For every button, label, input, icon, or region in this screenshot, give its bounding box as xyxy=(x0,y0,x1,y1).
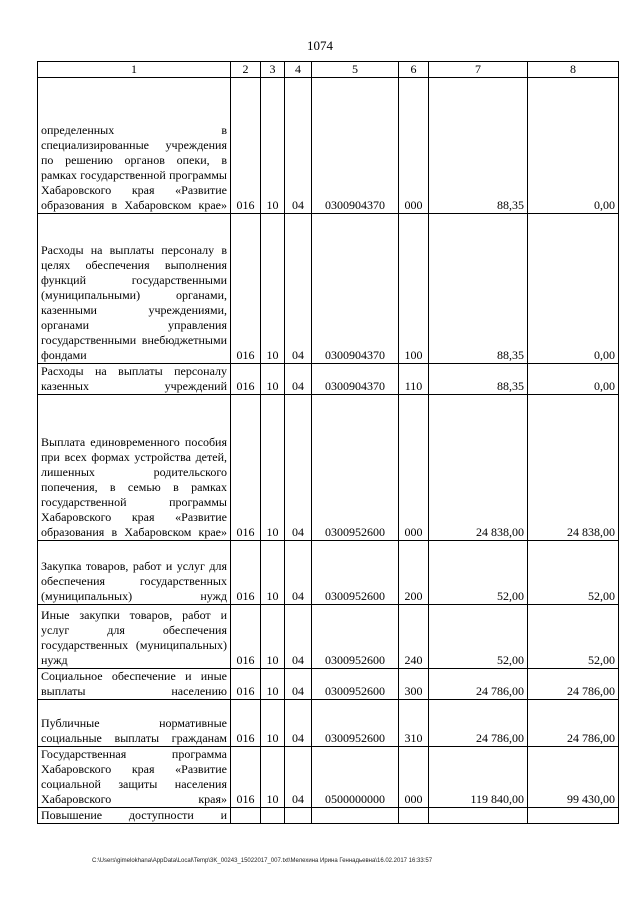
table-row xyxy=(38,541,619,605)
header-cell: 1 xyxy=(38,62,231,78)
cell-col-8: 0,00 xyxy=(528,214,619,364)
cell-col-5: 0300904370 xyxy=(312,364,399,395)
table-row xyxy=(38,78,619,214)
cell-col-4 xyxy=(285,808,312,824)
cell-col-5: 0300952600 xyxy=(312,395,399,541)
header-cell: 2 xyxy=(231,62,261,78)
table-row xyxy=(38,395,619,541)
cell-col-2: 016 xyxy=(231,214,261,364)
cell-col-6: 310 xyxy=(399,700,429,747)
cell-col-8: 24 786,00 xyxy=(528,700,619,747)
cell-col-8: 24 838,00 xyxy=(528,395,619,541)
cell-col-3: 10 xyxy=(261,605,285,669)
cell-col-5: 0300952600 xyxy=(312,700,399,747)
header-cell: 8 xyxy=(528,62,619,78)
cell-col-6: 100 xyxy=(399,214,429,364)
cell-col-7: 88,35 xyxy=(429,214,528,364)
row-description: Государственная программа Хабаровского края «Развитие социальной защиты населения Хабаровского края» xyxy=(38,747,231,808)
cell-col-7: 88,35 xyxy=(429,364,528,395)
header-cell: 7 xyxy=(429,62,528,78)
cell-col-7: 24 786,00 xyxy=(429,700,528,747)
cell-col-8: 0,00 xyxy=(528,364,619,395)
cell-col-5: 0300952600 xyxy=(312,605,399,669)
cell-col-2: 016 xyxy=(231,78,261,214)
cell-col-3: 10 xyxy=(261,364,285,395)
cell-col-8: 52,00 xyxy=(528,605,619,669)
cell-col-3 xyxy=(261,808,285,824)
cell-col-8: 0,00 xyxy=(528,78,619,214)
row-description: Выплата единовременного пособия при всех формах устройства детей, лишенных родительского попечения, в семью в рамках государственной программы Хабаровского края «Развитие образования в Хабаровском крае» xyxy=(38,395,231,541)
row-description: Закупка товаров, работ и услуг для обеспечения государственных (муниципальных) нужд xyxy=(38,541,231,605)
cell-col-3: 10 xyxy=(261,700,285,747)
cell-col-5: 0300952600 xyxy=(312,541,399,605)
cell-col-3: 10 xyxy=(261,214,285,364)
header-cell: 3 xyxy=(261,62,285,78)
cell-col-2: 016 xyxy=(231,605,261,669)
cell-col-4: 04 xyxy=(285,747,312,808)
cell-col-3: 10 xyxy=(261,747,285,808)
header-row xyxy=(38,62,619,78)
cell-col-3: 10 xyxy=(261,669,285,700)
page-number: 1074 xyxy=(307,38,333,53)
cell-col-8: 52,00 xyxy=(528,541,619,605)
row-description: Публичные нормативные социальные выплаты гражданам xyxy=(38,700,231,747)
cell-col-8: 24 786,00 xyxy=(528,669,619,700)
cell-col-8: 99 430,00 xyxy=(528,747,619,808)
cell-col-6: 200 xyxy=(399,541,429,605)
cell-col-7: 52,00 xyxy=(429,605,528,669)
cell-col-4: 04 xyxy=(285,669,312,700)
cell-col-2: 016 xyxy=(231,364,261,395)
cell-col-5: 0300904370 xyxy=(312,78,399,214)
row-description: Расходы на выплаты персоналу в целях обеспечения выполнения функций государственными (муниципальными) органами, казенными учреждениями, органами управления государственными внебюджетными фондами xyxy=(38,214,231,364)
table-row xyxy=(38,364,619,395)
cell-col-5: 0300904370 xyxy=(312,214,399,364)
row-description: Социальное обеспечение и иные выплаты населению xyxy=(38,669,231,700)
cell-col-3: 10 xyxy=(261,541,285,605)
cell-col-5 xyxy=(312,808,399,824)
header-cell: 4 xyxy=(285,62,312,78)
cell-col-4: 04 xyxy=(285,605,312,669)
cell-col-4: 04 xyxy=(285,364,312,395)
table-row xyxy=(38,605,619,669)
cell-col-4: 04 xyxy=(285,700,312,747)
table-row xyxy=(38,700,619,747)
cell-col-7: 119 840,00 xyxy=(429,747,528,808)
header-cell: 5 xyxy=(312,62,399,78)
cell-col-3: 10 xyxy=(261,78,285,214)
cell-col-7: 24 838,00 xyxy=(429,395,528,541)
cell-col-2: 016 xyxy=(231,395,261,541)
cell-col-8 xyxy=(528,808,619,824)
cell-col-2 xyxy=(231,808,261,824)
cell-col-3: 10 xyxy=(261,395,285,541)
cell-col-7: 52,00 xyxy=(429,541,528,605)
cell-col-2: 016 xyxy=(231,541,261,605)
cell-col-7 xyxy=(429,808,528,824)
row-description: Повышение доступности и xyxy=(38,808,231,824)
cell-col-4: 04 xyxy=(285,395,312,541)
cell-col-7: 88,35 xyxy=(429,78,528,214)
cell-col-6: 110 xyxy=(399,364,429,395)
cell-col-4: 04 xyxy=(285,78,312,214)
table-row xyxy=(38,669,619,700)
table-row xyxy=(38,747,619,808)
row-description: Иные закупки товаров, работ и услуг для обеспечения государственных (муниципальных) нужд xyxy=(38,605,231,669)
cell-col-2: 016 xyxy=(231,700,261,747)
cell-col-5: 0500000000 xyxy=(312,747,399,808)
cell-col-6: 000 xyxy=(399,747,429,808)
cell-col-2: 016 xyxy=(231,747,261,808)
cell-col-6: 240 xyxy=(399,605,429,669)
file-path-footer: C:\Users\gimelokhana\AppData\Local\Temp\3K_00243_15022017_007.txt\Мелехина Ирина Геннадьевна\16.02.2017 16:33:57 xyxy=(92,858,433,864)
table-row xyxy=(38,808,619,824)
cell-col-7: 24 786,00 xyxy=(429,669,528,700)
cell-col-6: 000 xyxy=(399,78,429,214)
cell-col-2: 016 xyxy=(231,669,261,700)
cell-col-6: 000 xyxy=(399,395,429,541)
row-description: определенных в специализированные учреждения по решению органов опеки, в рамках государственной программы Хабаровского края «Развитие образования в Хабаровском крае» xyxy=(38,78,231,214)
cell-col-6: 300 xyxy=(399,669,429,700)
budget-table xyxy=(37,61,619,824)
cell-col-4: 04 xyxy=(285,541,312,605)
header-cell: 6 xyxy=(399,62,429,78)
cell-col-5: 0300952600 xyxy=(312,669,399,700)
cell-col-4: 04 xyxy=(285,214,312,364)
table-row xyxy=(38,214,619,364)
row-description: Расходы на выплаты персоналу казенных учреждений xyxy=(38,364,231,395)
cell-col-6 xyxy=(399,808,429,824)
